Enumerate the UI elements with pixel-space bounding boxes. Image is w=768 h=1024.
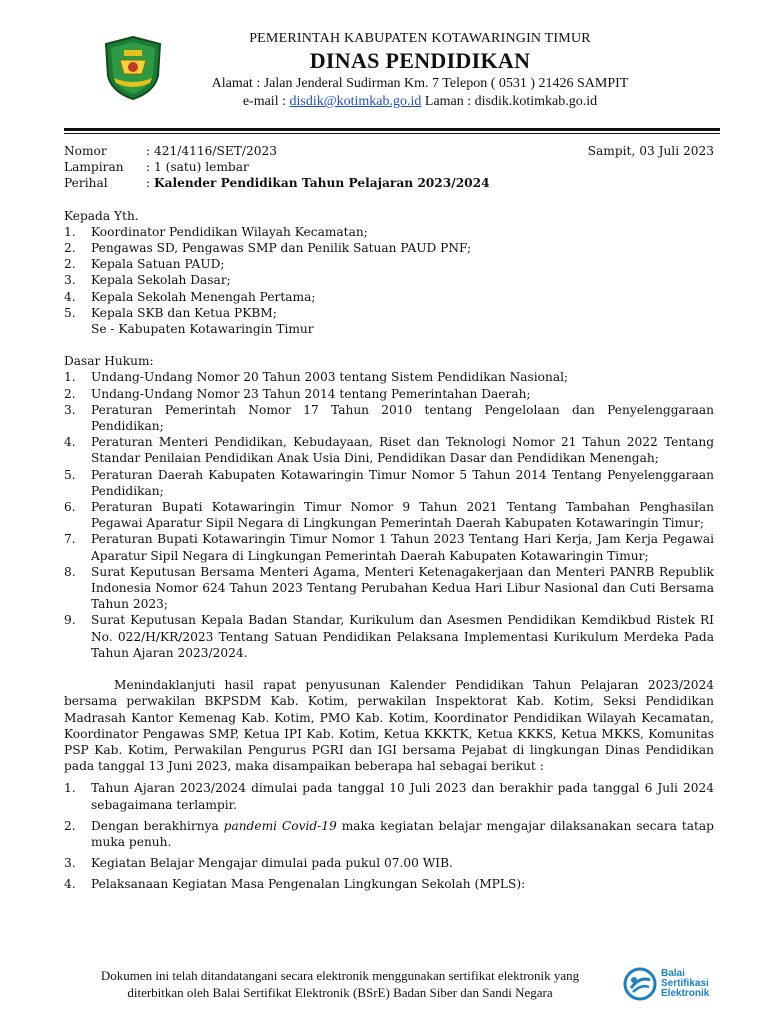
letterhead xyxy=(170,30,670,111)
bsre-badge: Balai Sertifikasi Elektronik xyxy=(623,966,733,1002)
nomor-value: : 421/4116/SET/2023 xyxy=(146,144,277,158)
nomor-row: Nomor : 421/4116/SET/2023 Sampit, 03 Juli 2023 xyxy=(64,144,714,158)
website-label: Laman : xyxy=(424,94,472,109)
e-signature-note: Dokumen ini telah ditandatangani secara elektronik menggunakan sertifikat elektronik yang diterbitkan oleh Balai Sertifikat Elektronik (BSrE) Badan Siber dan Sandi Negara xyxy=(100,968,580,1000)
office-address: Alamat : Jalan Jenderal Sudirman Km. 7 Telepon ( 0531 ) 21426 SAMPIT xyxy=(211,76,629,91)
lampiran-value: : 1 (satu) lembar xyxy=(146,160,249,175)
letter-body xyxy=(64,143,714,893)
recipients-heading: Kepada Yth. xyxy=(64,208,139,223)
government-name: PEMERINTAH KABUPATEN KOTAWARINGIN TIMUR xyxy=(249,31,591,46)
letterhead-rule-thin xyxy=(64,133,720,134)
list-item: 3. Kegiatan Belajar Mengajar dimulai pada pukul 07.00 WIB. xyxy=(64,856,453,871)
list-item: 2. Undang-Undang Nomor 23 Tahun 2014 tentang Pemerintahan Daerah; xyxy=(64,386,531,401)
list-item: 4. Kepala Sekolah Menengah Pertama; xyxy=(64,289,316,304)
list-item: 3. Peraturan Pemerintah Nomor 17 Tahun 2010 tentang Pengelolaan dan Penyelenggaraan Pendidikan; xyxy=(64,402,714,434)
regency-crest-icon xyxy=(102,36,164,100)
list-item: 2. Pengawas SD, Pengawas SMP dan Penilik Satuan PAUD PNF; xyxy=(64,241,472,256)
recipients-list xyxy=(64,224,714,337)
body-paragraph: Menindaklanjuti hasil rapat penyusunan Kalender Pendidikan Tahun Pelajaran 2023/2024 bersama perwakilan BKPSDM Kab. Kotim, perwakilan Inspektorat Kab. Kotim, Seksi Pendidikan Madrasah Kantor Kemenag Kab. Kotim, PMO Kab. Kotim, Koordinator Pendidikan Wilayah Kecamatan, Koordinator Pengawas SMP, Ketua IPI Kab. Kotim, Ketua KKKTK, Ketua KKKS, Ketua MKKS, Komunitas PSP Kab. Kotim, Perwakilan Pengurus PGRI dan IGI bersama Pejabat di lingkungan Dinas Pendidikan pada tanggal 13 Juni 2023, maka disampaikan beberapa hal sebagai berikut : xyxy=(64,678,714,774)
lampiran-row: Lampiran : 1 (satu) lembar xyxy=(64,159,714,175)
website-text: disdik.kotimkab.go.id xyxy=(474,94,598,109)
letter-date: Sampit, 03 Juli 2023 xyxy=(587,144,714,158)
office-name: DINAS PENDIDIKAN xyxy=(309,48,531,73)
list-item: 6. Peraturan Bupati Kotawaringin Timur Nomor 9 Tahun 2021 Tentang Tambahan Penghasilan Pegawai Aparatur Sipil Negara di Lingkungan Pemerintah Daerah Kabupaten Kotawaringin Timur; xyxy=(64,500,714,531)
list-item: 9. Surat Keputusan Kepala Badan Standar, Kurikulum dan Asesmen Pendidikan Kemdikbud Ristek RI No. 022/H/KR/2023 Tentang Satuan Pendidikan Pelaksana Implementasi Kurikulum Merdeka Pada Tahun Ajaran 2023/2024. xyxy=(64,613,714,660)
list-item: 7. Peraturan Bupati Kotawaringin Timur Nomor 1 Tahun 2023 Tentang Hari Kerja, Jam Kerja Pegawai Aparatur Sipil Negara di Lingkungan Pemerintah Daerah Kabupaten Kotawaringin Timur; xyxy=(64,532,714,563)
perihal-value: Kalender Pendidikan Tahun Pelajaran 2023/2024 xyxy=(153,176,490,191)
list-item: 5. Kepala SKB dan Ketua PKBM; xyxy=(64,305,277,320)
list-item: 2. Kepala Satuan PAUD; xyxy=(64,257,225,272)
list-item: 2. Dengan berakhirnya pandemi Covid-19 maka kegiatan belajar mengajar dilaksanakan secara tatap muka penuh. xyxy=(64,818,714,849)
perihal-row: Perihal : Kalender Pendidikan Tahun Pelajaran 2023/2024 xyxy=(64,176,490,191)
list-item: 4. Peraturan Menteri Pendidikan, Kebudayaan, Riset dan Teknologi Nomor 21 Tahun 2022 Tentang Standar Penilaian Pendidikan Anak Usia Dini, Pendidikan Dasar dan Pendidikan Menengah; xyxy=(64,435,714,466)
list-item: 1. Undang-Undang Nomor 20 Tahun 2003 tentang Sistem Pendidikan Nasional; xyxy=(64,370,569,385)
list-item: 1. Koordinator Pendidikan Wilayah Kecamatan; xyxy=(64,224,368,239)
list-item: 4. Pelaksanaan Kegiatan Masa Pengenalan Lingkungan Sekolah (MPLS): xyxy=(64,877,526,892)
points-list xyxy=(64,780,714,892)
legal-list xyxy=(64,369,714,661)
letterhead-rule xyxy=(64,128,720,131)
email-label: e-mail : xyxy=(242,94,286,109)
bsre-logo-icon xyxy=(623,967,657,1001)
list-item: 3. Kepala Sekolah Dasar; xyxy=(64,273,231,288)
recipients-location: Se - Kabupaten Kotawaringin Timur xyxy=(91,322,314,337)
list-item: 8. Surat Keputusan Bersama Menteri Agama, Menteri Ketenagakerjaan dan Menteri PANRB Republik Indonesia Nomor 624 Tahun 2023 Tentang Perubahan Kedua Hari Libur Nasional dan Cuti Bersama Tahun 2023; xyxy=(64,564,714,612)
legal-heading: Dasar Hukum: xyxy=(64,354,154,369)
email-link[interactable]: disdik@kotimkab.go.id xyxy=(289,94,422,109)
list-item: 1. Tahun Ajaran 2023/2024 dimulai pada tanggal 10 Juli 2023 dan berakhir pada tanggal 6 Juli 2024 sebagaimana terlampir. xyxy=(64,781,714,812)
list-item: 5. Peraturan Daerah Kabupaten Kotawaringin Timur Nomor 5 Tahun 2014 Tentang Penyelenggaraan Pendidikan; xyxy=(64,467,714,498)
contact-line xyxy=(170,93,670,111)
